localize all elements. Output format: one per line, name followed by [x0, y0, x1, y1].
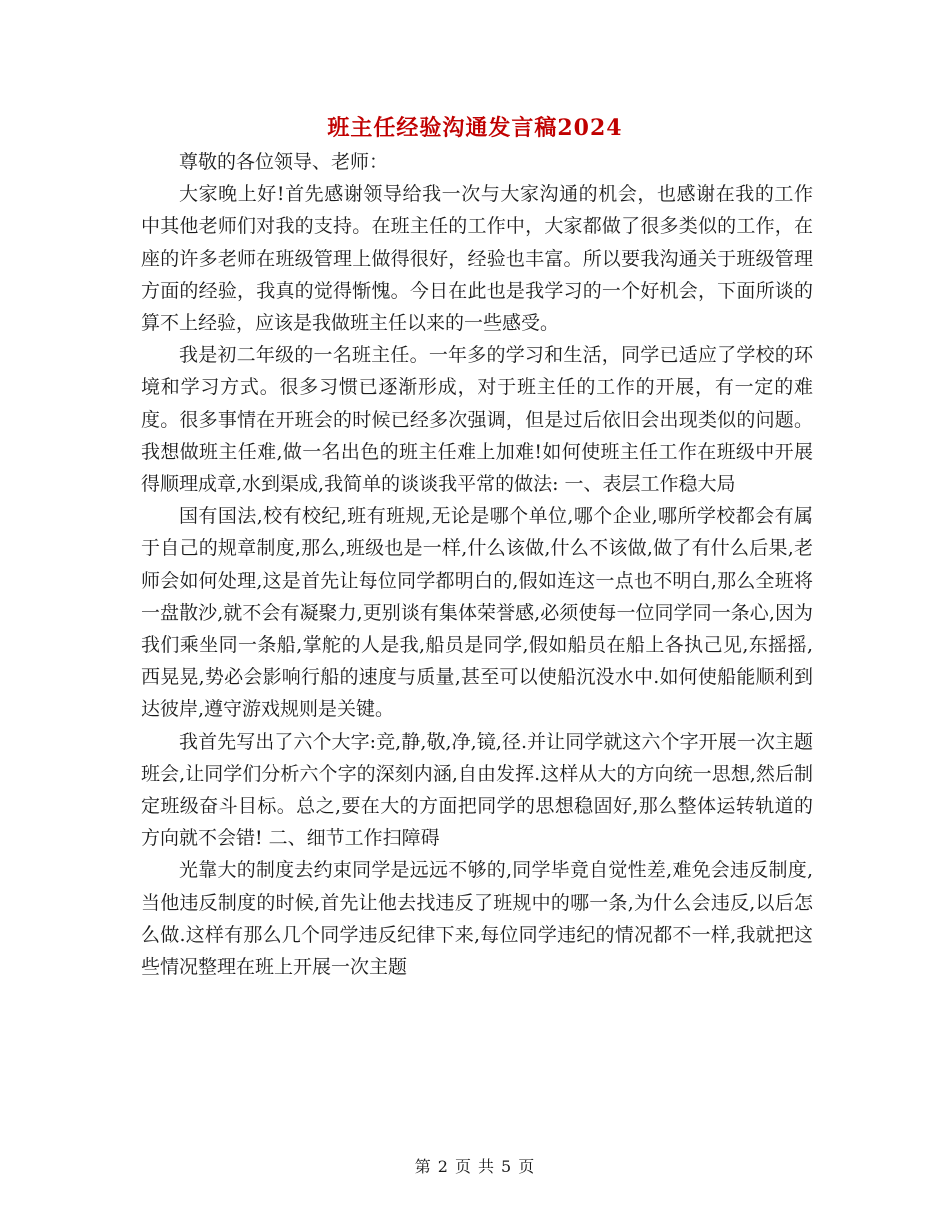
body-paragraph: 我是初二年级的一名班主任。一年多的学习和生活，同学已适应了学校的环境和学习方式。很多习惯已逐渐形成，对于班主任的工作的开展，有一定的难度。很多事情在开班会的时候已经多次强调，但是过后依旧会出现类似的问题。 我想做班主任难,做一名出色的班主任难上加难!如何使班主任工作在班级中开展得顺理成章,水到渠成,我简单的谈谈我平常的做法: 一、表层工作稳大局	[141, 344, 813, 496]
footer-current-page: 2	[437, 1157, 449, 1176]
footer-total-prefix: 共	[478, 1157, 496, 1176]
footer-prefix: 第	[414, 1157, 432, 1176]
body-paragraph: 光靠大的制度去约束同学是远远不够的,同学毕竟自觉性差,难免会违反制度,当他违反制度的时候,首先让他去找违反了班规中的哪一条,为什么会违反,以后怎么做.这样有那么几个同学违反纪律下来,每位同学违纪的情况都不一样,我就把这些情况整理在班上开展一次主题	[141, 859, 813, 979]
footer-page-unit: 页	[454, 1157, 472, 1176]
body-paragraph: 国有国法,校有校纪,班有班规,无论是哪个单位,哪个企业,哪所学校都会有属于自己的规章制度,那么,班级也是一样,什么该做,什么不该做,做了有什么后果,老师会如何处理,这是首先让每位同学都明白的,假如连这一点也不明白,那么全班将一盘散沙,就不会有凝聚力,更别谈有集体荣誉感,必须使每一位同学同一条心,因为我们乘坐同一条船,掌舵的人是我,船员是同学,假如船员在船上各执己见,东摇摇,西晃晃,势必会影响行船的速度与质量,甚至可以使船沉没水中.如何使船能顺利到达彼岸,遵守游戏规则是关键。	[141, 505, 813, 721]
footer-total-unit: 页	[518, 1157, 536, 1176]
document-title: 班主任经验沟通发言稿2024	[327, 115, 623, 141]
document-body	[141, 146, 813, 983]
body-paragraph: 我首先写出了六个大字:竞,静,敬,净,镜,径.并让同学就这六个字开展一次主题班会,让同学们分析六个字的深刻内涵,自由发挥.这样从大的方向统一思想,然后制定班级奋斗目标。总之,要在大的方面把同学的思想稳固好,那么整体运转轨道的方向就不会错! 二、细节工作扫障碍	[141, 730, 813, 850]
footer-total-pages: 5	[501, 1157, 513, 1176]
body-paragraph: 大家晚上好!首先感谢领导给我一次与大家沟通的机会，也感谢在我的工作中其他老师们对我的支持。在班主任的工作中，大家都做了很多类似的工作，在座的许多老师在班级管理上做得很好，经验也丰富。所以要我沟通关于班级管理方面的经验，我真的觉得惭愧。今日在此也是我学习的一个好机会，下面所谈的算不上经验，应该是我做班主任以来的一些感受。	[141, 183, 813, 335]
salutation-paragraph: 尊敬的各位领导、老师：	[179, 151, 389, 173]
page-footer	[0, 1154, 950, 1177]
